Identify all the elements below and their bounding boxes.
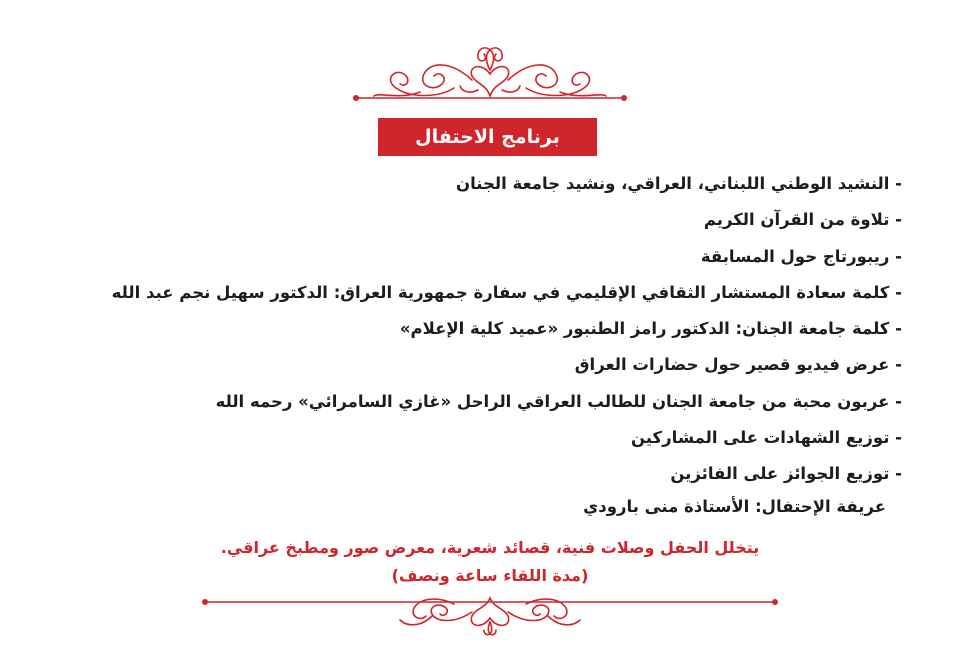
- list-item: - كلمة جامعة الجنان: الدكتور رامز الطنبور «عميد كلية الإعلام»: [399, 319, 902, 339]
- list-item: - تلاوة من القرآن الكريم: [703, 210, 902, 230]
- note-duration: (مدة اللقاء ساعة ونصف): [391, 566, 589, 585]
- list-item: - ريبورتاج حول المسابقة: [700, 246, 902, 266]
- list-item: - كلمة سعادة المستشار الثقافي الإقليمي في سفارة جمهورية العراق: الدكتور سهيل نجم عبد الله: [111, 282, 902, 302]
- host-line: عريفة الإحتفال: الأستاذة منى بارودي: [583, 497, 886, 516]
- list-item: - النشيد الوطني اللبناني، العراقي، ونشيد جامعة الجنان: [455, 174, 902, 193]
- scroll-ornament-icon: [350, 40, 630, 108]
- note-activities: يتخلل الحفل وصلات فنية، قصائد شعرية، معرض صور ومطبخ عراقي.: [220, 538, 760, 557]
- list-item: - عربون محبة من جامعة الجنان للطالب العراقي الراحل «غازي السامرائي» رحمه الله: [215, 391, 902, 411]
- page-title: برنامج الاحتفال: [378, 118, 597, 156]
- divider-ornament-icon: [200, 590, 780, 640]
- list-item: - توزيع الجوائز على الفائزين: [670, 464, 902, 484]
- list-item: - توزيع الشهادات على المشاركين: [630, 428, 902, 448]
- program-list: [62, 166, 902, 493]
- list-item: - عرض فيديو قصير حول حضارات العراق: [574, 355, 902, 375]
